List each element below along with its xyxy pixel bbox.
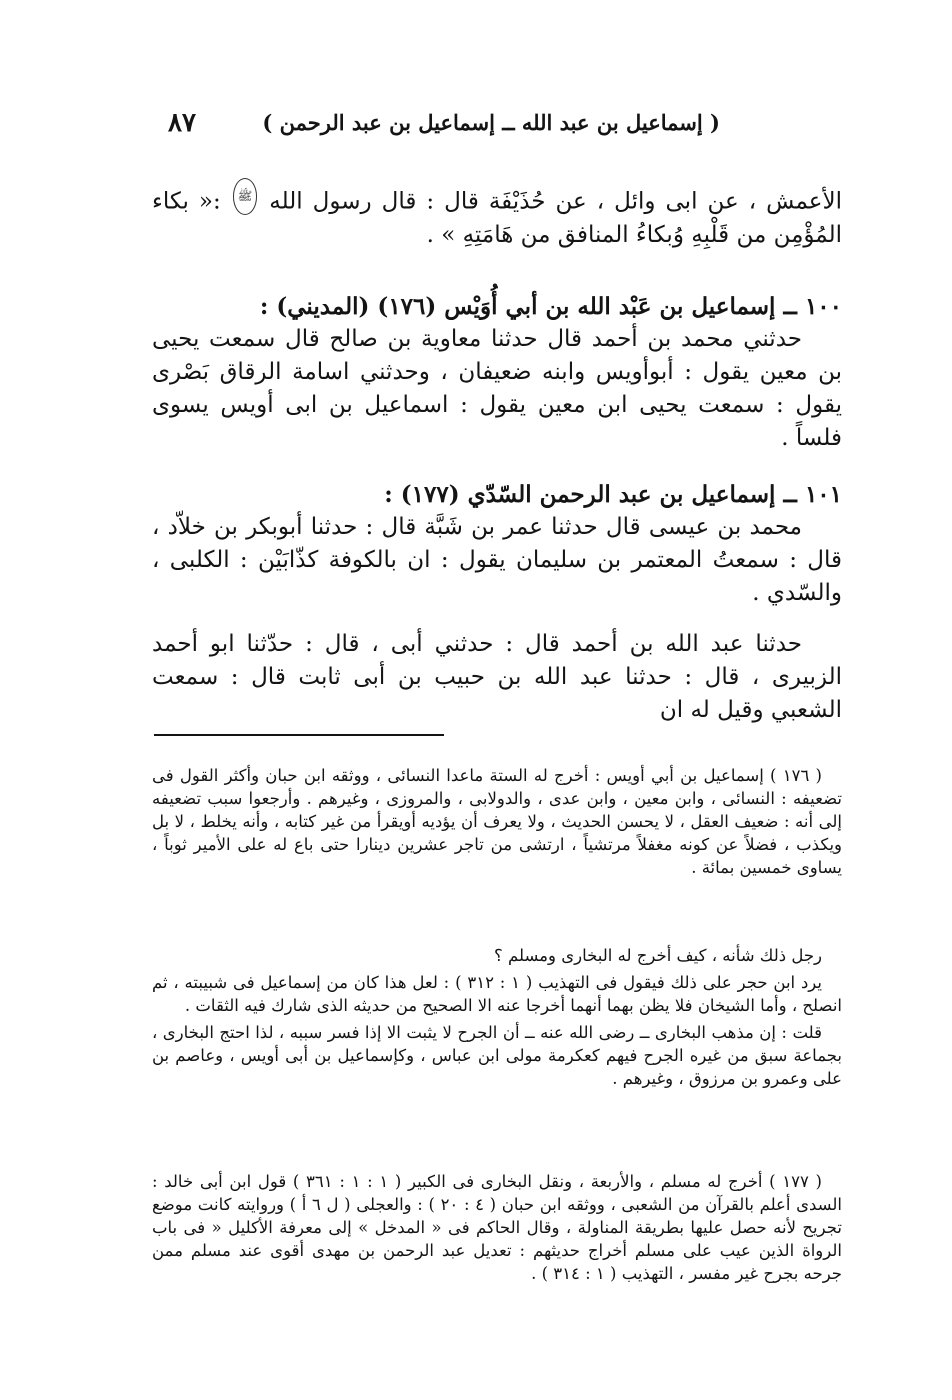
- intro-text-1: الأعمش ، عن ابى وائل ، عن حُذَيْفَة قال : قال رسول الله: [269, 188, 843, 215]
- entry-101-text-2: حدثنا عبد الله بن أحمد قال : حدثني أبى ، قال : حدّثنا ابو أحمد الزبيرى ، قال : حدثنا عبد الله بن حبيب بن أبى ثابت قال : سمعت الشعبي وقيل له ان: [152, 631, 842, 723]
- entry-100: [152, 290, 842, 455]
- footnote-question: رجل ذلك شأنه ، كيف أخرج له البخارى ومسلم ؟: [494, 946, 822, 965]
- running-title: ( إسماعيل بن عبد الله ــ إسماعيل بن عبد الرحمن ): [262, 110, 720, 135]
- entry-101: [152, 478, 842, 727]
- footnote-separator: [154, 734, 444, 736]
- entry-100-text: حدثني محمد بن أحمد قال حدثنا معاوية بن صالح قال سمعت يحيى بن معين يقول : أبوأويس وابنه ضعيفان ، وحدثني اسامة الرقاق بَصْرى يقول : سمعت يحيى ابن معين يقول : اسماعيل بن ابى أويس يسوى فلساً .: [152, 326, 842, 451]
- intro-text-2: :« بكاء المُؤْمِن من قَلْبِهِ وُبكاءُ المنافق من هَامَتِهِ » .: [152, 188, 842, 248]
- honorific-glyph: ﷺ: [233, 178, 258, 215]
- entry-101-text-1: محمد بن عيسى قال حدثنا عمر بن شَبَّة قال : حدثنا أبوبكر بن خلاّد ، قال : سمعتُ المعتمر بن سليمان يقول : ان بالكوفة كذّابَيْن : الكلبى ، والسّدي .: [152, 514, 842, 606]
- page-number: ٨٧: [168, 108, 196, 138]
- entry-101-title: ١٠١ ــ إسماعيل بن عبد الرحمن السّدّي (١٧٧) :: [384, 481, 842, 508]
- footnote-ibn-hajar: يرد ابن حجر على ذلك فيقول فى التهذيب ( ١ : ٣١٢ ) : لعل هذا كان من إسماعيل فى شبيبته ، ثم انصلح ، وأما الشيخان فلا يظن بهما أنهما أخرجا عنه الا الصحيح من حديثه الذى شارك فيه الثقات .: [152, 973, 842, 1015]
- footnote-176-text: ( ١٧٦ ) إسماعيل بن أبي أويس : أخرج له الستة ماعدا النسائى ، ووثقه ابن حبان وأكثر القول فى تضعيفه : النسائى ، وابن معين ، وابن عدى ، والدولابى ، والمروزى ، وغيرهم . وأرجعوا سبب تضعيفه إلى أنه : ضعيف العقل ، لا يحسن الحديث ، ولا يعرف أن يؤديه أويقرأ من غير كتابه ، وأنه يخلط ، لا بل ويكذب ، فضلاً عن كونه مغفلاً مرتشياً ، ارتشى من تاجر عشرين دينارا حتى باع له على الأمير ثوباً ، يساوى خمسين بمائة .: [152, 766, 842, 877]
- footnote-177: [152, 1170, 842, 1285]
- footnote-author-note: قلت : إن مذهب البخارى ــ رضى الله عنه ــ أن الجرح لا يثبت الا إذا فسر سببه ، لذا احتج البخارى ، بجماعة سبق من غيره الجرح فيهم كعكرمة مولى ابن عباس ، وكإسماعيل بن أبى أويس ، وعاصم بن على وعمرو بن مرزوق ، وغيرهم .: [152, 1023, 842, 1088]
- footnote-177-text: ( ١٧٧ ) أخرج له مسلم ، والأربعة ، ونقل البخارى فى الكبير ( ١ : ١ : ٣٦١ ) قول ابن أبى خالد : السدى أعلم بالقرآن من الشعبى ، ووثقه ابن حبان ( ٤ : ٢٠ ) : والعجلى ( ل ٦ أ ) وروايته كانت موضع تجريح لأنه حصل عليها بطريقة المناولة ، وقال الحاكم فى « المدخل » إلى معرفة الأكليل « فى باب الرواة الذين عيب على مسلم أخراج حديثهم : تعديل عبد الرحمن بن مهدى أقوى عند مسلم ممن جرحه بجرح غير مفسر ، التهذيب ( ١ : ٣١٤ ) .: [152, 1172, 843, 1283]
- intro-paragraph: [152, 178, 842, 252]
- footnote-176-discussion: [152, 944, 842, 1090]
- entry-100-title: ١٠٠ ــ إسماعيل بن عَبْد الله بن أبي أُوَيْس (١٧٦) (المديني) :: [259, 293, 842, 320]
- footnote-176: [152, 764, 842, 879]
- page-header: [150, 108, 840, 148]
